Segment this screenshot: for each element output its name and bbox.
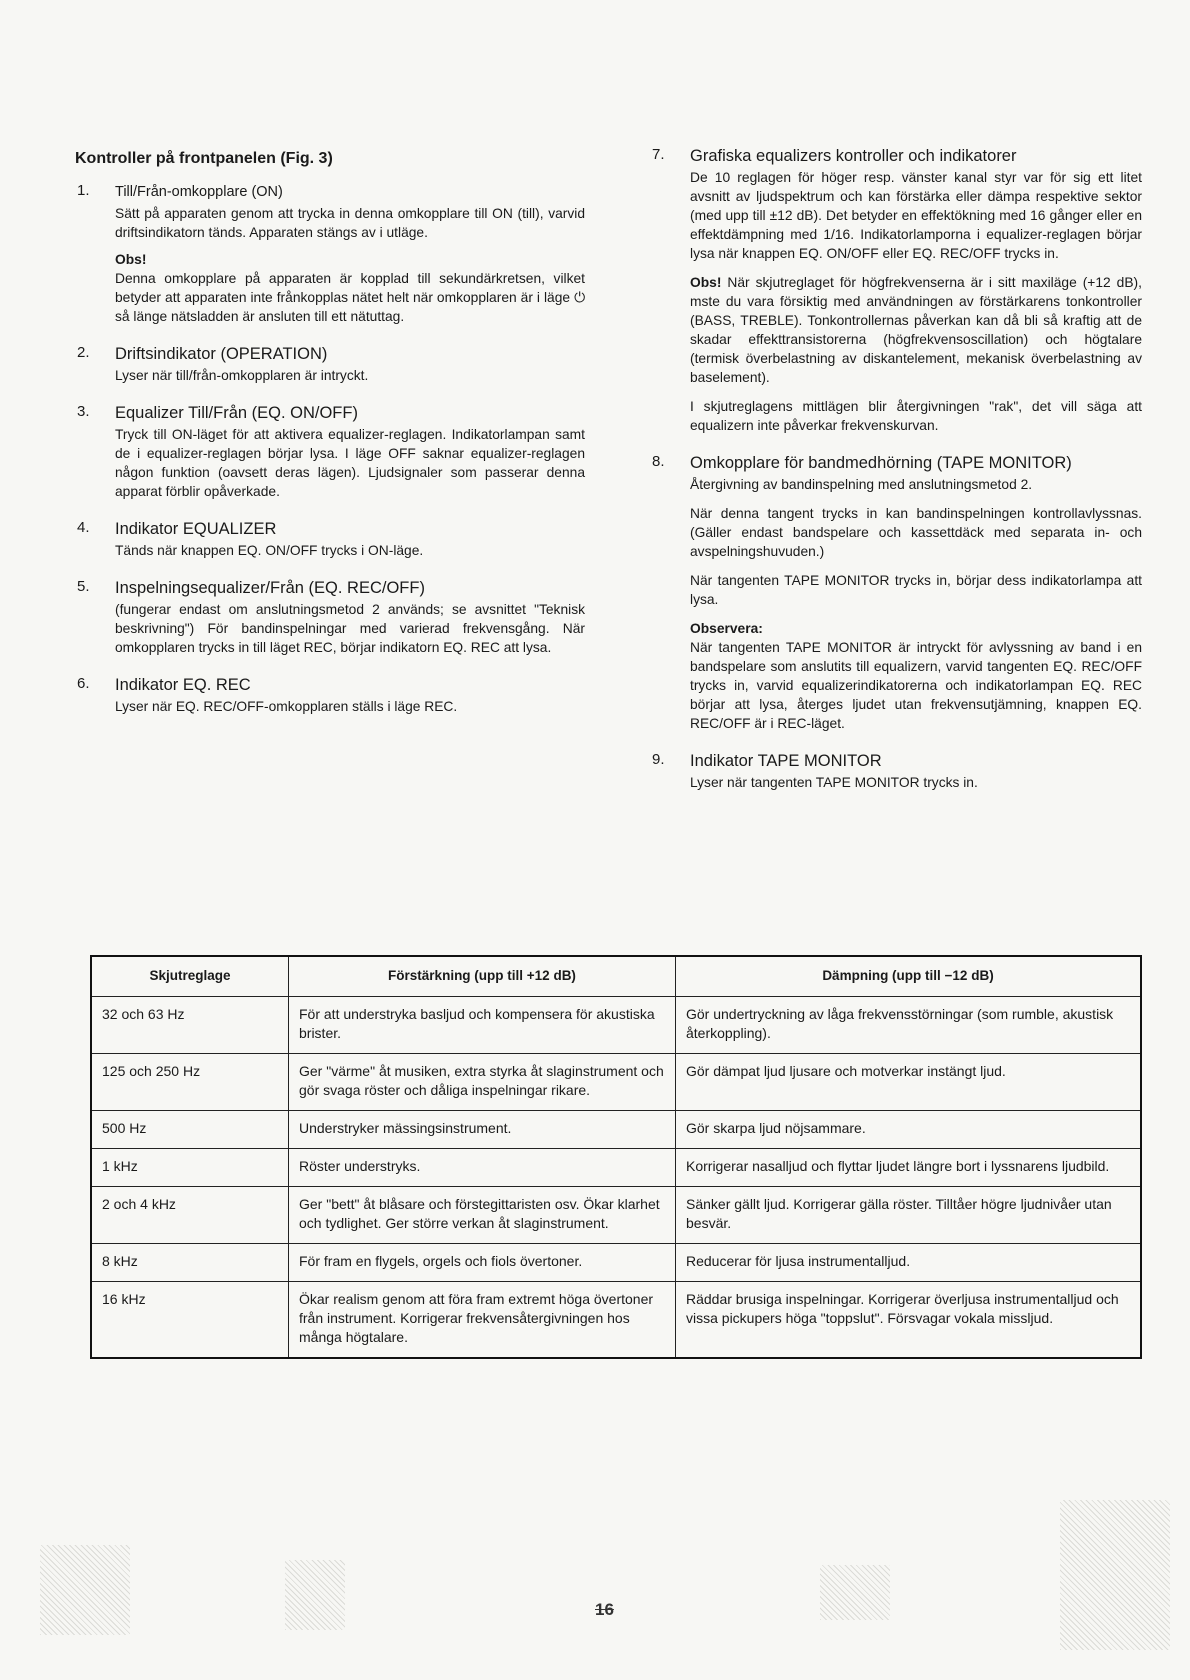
item-heading: Till/Från-omkopplare (ON) <box>115 184 283 200</box>
item-heading: Indikator EQ. REC <box>115 676 251 694</box>
scan-noise <box>820 1565 890 1620</box>
item-heading: Equalizer Till/Från (EQ. ON/OFF) <box>115 404 358 422</box>
item-text: Sätt på apparaten genom att trycka in denna omkopplare till ON (till), varvid driftsindikatorn tänds. Apparaten stängs av i utläge. <box>115 206 585 240</box>
scan-noise <box>285 1560 345 1630</box>
table-cell: För fram en flygels, orgels och fiols övertoner. <box>289 1244 676 1282</box>
table-cell: Ökar realism genom att föra fram extremt höga övertoner från instrument. Korrigerar frekvensåtergivningen hos många högtalare. <box>289 1282 676 1359</box>
item-number: 4. <box>77 519 90 536</box>
item-text: Återgivning av bandinspelning med anslutningsmetod 2. <box>690 477 1033 492</box>
table-row <box>91 997 1141 1054</box>
table-row <box>91 1054 1141 1111</box>
table-cell: Sänker gällt ljud. Korrigerar gälla röster. Tilltåer högre ljudnivåer utan besvär. <box>676 1187 1142 1244</box>
item-text: Lyser när tangenten TAPE MONITOR trycks in. <box>690 775 978 790</box>
section-title: Kontroller på frontpanelen (Fig. 3) <box>75 150 333 167</box>
table-cell: 500 Hz <box>91 1111 289 1149</box>
table-cell: Gör undertryckning av låga frekvensstörningar (som rumble, akustisk återkoppling). <box>676 997 1142 1054</box>
list-item-5 <box>75 578 585 657</box>
table-cell: Gör skarpa ljud nöjsammare. <box>676 1111 1142 1149</box>
item-number: 9. <box>652 751 665 768</box>
list-item-7 <box>650 146 1142 435</box>
scan-noise <box>40 1545 130 1635</box>
item-text-2: I skjutreglagens mittlägen blir återgivningen "rak", det vill säga att equalizern inte påverkar frekvenskurvan. <box>690 399 1142 433</box>
table-cell: 32 och 63 Hz <box>91 997 289 1054</box>
table-row <box>91 1282 1141 1359</box>
table-cell: 125 och 250 Hz <box>91 1054 289 1111</box>
table-cell: Röster understryks. <box>289 1149 676 1187</box>
table-cell: Korrigerar nasalljud och flyttar ljudet längre bort i lyssnarens ljudbild. <box>676 1149 1142 1187</box>
item-heading: Inspelningsequalizer/Från (EQ. REC/OFF) <box>115 579 425 597</box>
table-row <box>91 1244 1141 1282</box>
table-header: Dämpning (upp till −12 dB) <box>676 956 1142 997</box>
table-cell: 16 kHz <box>91 1282 289 1359</box>
item-heading: Indikator EQUALIZER <box>115 520 277 538</box>
list-item-9 <box>650 751 1142 792</box>
list-item-8 <box>650 453 1142 733</box>
table-header: Förstärkning (upp till +12 dB) <box>289 956 676 997</box>
item-text: Lyser när till/från-omkopplaren är intryckt. <box>115 368 369 383</box>
table-row <box>91 1187 1141 1244</box>
note-text: När tangenten TAPE MONITOR är intryckt för avlyssning av band i en bandspelare som anslutits till equalizern, varvid tangenten EQ. REC/OFF trycks in, varvid equalizerindikatorerna och indikatorlampan EQ. REC börjar att lysa, återges ljudet utan frekvensutjämning, knappen EQ. REC/OFF är i REC-läget. <box>690 640 1142 731</box>
note-text: Denna omkopplare på apparaten är kopplad till sekundärkretsen, vilket betyder att apparaten inte frånkopplas nätet helt när omkopplaren är i läge ⏻ så länge nätsladden är ansluten till ett nätuttag. <box>115 271 585 324</box>
table-cell: Ger "bett" åt blåsare och förstegittaristen osv. Ökar klarhet och tydlighet. Ger större verkan åt slaginstrument. <box>289 1187 676 1244</box>
list-item-4 <box>75 519 585 560</box>
left-column <box>75 150 585 734</box>
equalizer-table <box>90 955 1142 1359</box>
table-cell: Ger "värme" åt musiken, extra styrka åt slaginstrument och gör svaga röster och dåliga inspelningar rikare. <box>289 1054 676 1111</box>
table-cell: 8 kHz <box>91 1244 289 1282</box>
item-heading: Grafiska equalizers kontroller och indikatorer <box>690 147 1017 165</box>
list-item-6 <box>75 675 585 716</box>
item-number: 7. <box>652 146 665 163</box>
note-label: Obs! <box>115 252 147 267</box>
item-text: Tryck till ON-läget för att aktivera equalizer-reglagen. Indikatorlampan samt de i equalizer-reglagen börjar lysa. I läge OFF saknar equalizer-reglagen någon funktion (oavsett deras lägen). Ljudsignaler som passerar denna apparat förblir opåverkade. <box>115 427 585 499</box>
item-number: 6. <box>77 675 90 692</box>
item-text-3: När tangenten TAPE MONITOR trycks in, börjar dess indikatorlampa att lysa. <box>690 573 1142 607</box>
table-cell: 2 och 4 kHz <box>91 1187 289 1244</box>
table-cell: Räddar brusiga inspelningar. Korrigerar överljusa instrumentalljud och vissa pickupers höga "toppslut". Försvagar vokala missljud. <box>676 1282 1142 1359</box>
item-number: 1. <box>77 182 90 199</box>
item-text: (fungerar endast om anslutningsmetod 2 används; se avsnittet "Teknisk beskrivning") För bandinspelningar med varierad frekvensgång. När omkopplaren trycks in till läget REC, börjar indikatorn EQ. REC att lysa. <box>115 602 585 655</box>
page-number: 16 <box>595 1600 614 1619</box>
scan-noise <box>1060 1500 1170 1650</box>
table-cell: För att understryka basljud och kompensera för akustiska brister. <box>289 997 676 1054</box>
note-label: Observera: <box>690 621 763 636</box>
list-item-3 <box>75 403 585 501</box>
list-item-2 <box>75 344 585 385</box>
right-column <box>650 146 1142 810</box>
table-row <box>91 1149 1141 1187</box>
item-text-2: När denna tangent trycks in kan bandinspelningen kontrollavlyssnas. (Gäller endast bandspelare och kassettdäck med separata in- och avspelningshuvuden.) <box>690 506 1142 559</box>
item-heading: Omkopplare för bandmedhörning (TAPE MONITOR) <box>690 454 1072 472</box>
table-cell: Understryker mässingsinstrument. <box>289 1111 676 1149</box>
table-cell: Reducerar för ljusa instrumentalljud. <box>676 1244 1142 1282</box>
note-label: Obs! <box>690 275 722 290</box>
table-header-row <box>91 956 1141 997</box>
table-header: Skjutreglage <box>91 956 289 997</box>
item-heading: Indikator TAPE MONITOR <box>690 752 882 770</box>
item-heading: Driftsindikator (OPERATION) <box>115 345 328 363</box>
item-number: 5. <box>77 578 90 595</box>
item-text: Lyser när EQ. REC/OFF-omkopplaren ställs i läge REC. <box>115 699 458 714</box>
item-number: 8. <box>652 453 665 470</box>
item-number: 2. <box>77 344 90 361</box>
note-text: När skjutreglaget för högfrekvenserna är i sitt maxiläge (+12 dB), mste du vara försiktig med användningen av förstärkarens tonkontroller (BASS, TREBLE). Tonkontrollernas påverkan kan då bli så kraftig att de skadar effekttransistorerna (högfrekvensoscillation) och högtalare (termisk överbelastning av diskantelement, mekanisk överbelastning av baselement). <box>690 275 1142 385</box>
table-cell: Gör dämpat ljud ljusare och motverkar instängt ljud. <box>676 1054 1142 1111</box>
table-cell: 1 kHz <box>91 1149 289 1187</box>
list-item-1 <box>75 182 585 326</box>
item-text: Tänds när knappen EQ. ON/OFF trycks i ON-läge. <box>115 543 424 558</box>
item-text: De 10 reglagen för höger resp. vänster kanal styr var för sig ett litet avsnitt av ljudspektrum och kan förstärka eller dämpa respektive sektor (med upp till ±12 dB). Det betyder en effektökning med 16 gånger eller en effektdämpning med 1/16. Indikatorlamporna i equalizer-reglagen börjar lysa när knappen EQ. ON/OFF eller EQ. REC/OFF trycks in. <box>690 170 1142 261</box>
table-row <box>91 1111 1141 1149</box>
item-number: 3. <box>77 403 90 420</box>
